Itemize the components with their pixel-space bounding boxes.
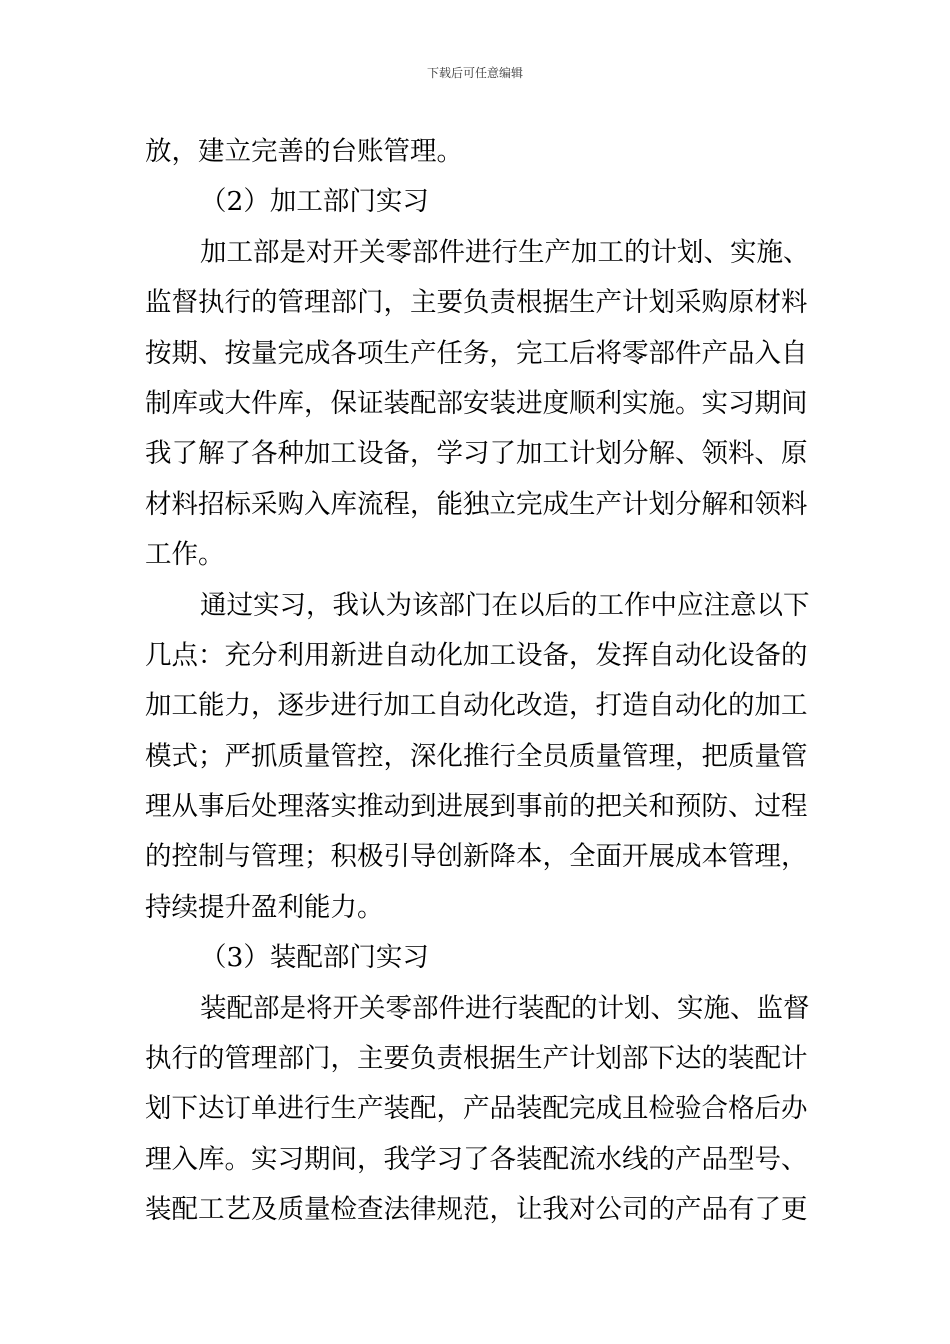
text-line: 制库或大件库，保证装配部安装进度顺利实施。实习期间 xyxy=(145,387,808,419)
document-body xyxy=(145,127,810,1236)
text-line: 持续提升盈利能力。 xyxy=(145,891,384,923)
text-line: 放，建立完善的台账管理。 xyxy=(145,136,463,167)
text-line: 执行的管理部门，主要负责根据生产计划部下达的装配计 xyxy=(145,1043,808,1075)
text-line: 装配工艺及质量检查法律规范，让我对公司的产品有了更 xyxy=(145,1194,808,1226)
text-line: 监督执行的管理部门，主要负责根据生产计划采购原材料 xyxy=(145,287,808,319)
text-line: 通过实习，我认为该部门在以后的工作中应注意以下 xyxy=(200,589,810,621)
text-line: 的控制与管理；积极引导创新降本，全面开展成本管理， xyxy=(145,841,808,873)
text-line: 模式；严抓质量管控，深化推行全员质量管理，把质量管 xyxy=(145,740,808,772)
text-line: 加工部是对开关零部件进行生产加工的计划、实施、 xyxy=(200,236,810,268)
text-line: 加工能力，逐步进行加工自动化改造，打造自动化的加工 xyxy=(145,690,808,722)
section-heading: （3）装配部门实习 xyxy=(200,942,429,974)
text-line: 理从事后处理落实推动到进展到事前的把关和预防、过程 xyxy=(145,791,808,823)
text-line: 我了解了各种加工设备，学习了加工计划分解、领料、原 xyxy=(145,438,808,470)
text-line: 工作。 xyxy=(145,539,225,571)
text-line: 材料招标采购入库流程，能独立完成生产计划分解和领料 xyxy=(145,488,808,520)
section-heading: （2）加工部门实习 xyxy=(200,186,429,218)
page-header: 下载后可任意编辑 xyxy=(426,66,523,80)
text-line: 理入库。实习期间，我学习了各装配流水线的产品型号、 xyxy=(145,1143,808,1175)
text-line: 划下达订单进行生产装配，产品装配完成且检验合格后办 xyxy=(145,1093,808,1125)
text-line: 几点：充分利用新进自动化加工设备，发挥自动化设备的 xyxy=(145,639,808,671)
text-line: 按期、按量完成各项生产任务，完工后将零部件产品入自 xyxy=(145,337,808,369)
text-line: 装配部是将开关零部件进行装配的计划、实施、监督 xyxy=(200,992,810,1024)
